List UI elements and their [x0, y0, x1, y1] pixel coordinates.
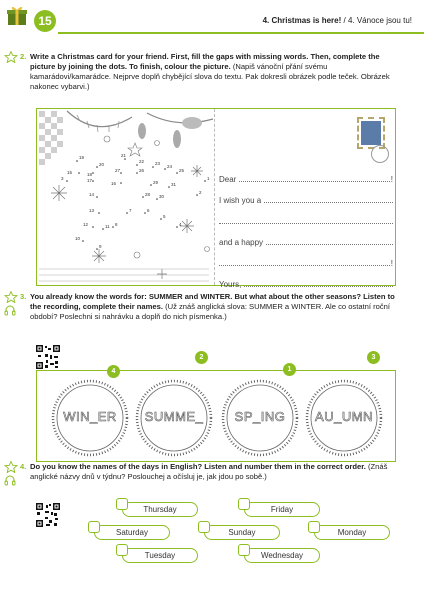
qr-code[interactable] — [36, 503, 60, 527]
exercise-2-instructions: 2. Write a Christmas card for your friend. First, fill the gaps with missing words. Then, complete the picture by joining the dots. To finish, colour the picture. (Napiš vánoční přání svému kamarádovi/kamarádce. Nejprve doplň chybějící slova do textu. Pak dokresli obrázek podle teček. Obrázek nakonec vybarvi.) — [30, 52, 400, 92]
svg-text:16: 16 — [111, 181, 117, 186]
christmas-card — [36, 108, 396, 289]
header-divider — [58, 32, 424, 34]
number-badge: 3 — [367, 351, 380, 364]
order-number-box[interactable] — [238, 544, 250, 556]
card-line-blank-2: ! — [219, 247, 393, 268]
svg-text:5: 5 — [163, 214, 166, 219]
svg-text:26: 26 — [139, 168, 145, 173]
number-badge: 2 — [195, 351, 208, 364]
svg-text:19: 19 — [79, 155, 85, 160]
day-tuesday[interactable]: Tuesday — [122, 548, 198, 563]
exercise-4-czech: (Znáš anglické názvy dnů v týdnu? Poslouchej a očísluj je, jak jdou po sobě.) — [30, 462, 388, 481]
season-circle-summer — [135, 379, 213, 457]
star-icon — [4, 51, 18, 63]
exercise-4-instructions: 4. Do you know the names of the days in English? Listen and number them in the correct order. (Znáš anglické názvy dnů v týdnu? Poslouchej a očísluj je, jak jdou po sobě.) — [30, 462, 400, 482]
exercise-4-english: Do you know the names of the days in English? Listen and number them in the correct order. — [30, 462, 366, 471]
svg-text:23: 23 — [155, 161, 161, 166]
svg-text:21: 21 — [121, 153, 127, 158]
day-thursday[interactable]: Thursday — [122, 502, 198, 517]
svg-text:6: 6 — [147, 208, 150, 213]
season-word: SUMME_ — [144, 409, 204, 424]
order-number-box[interactable] — [116, 498, 128, 510]
season-word: WIN_ER — [63, 409, 117, 424]
svg-text:12: 12 — [83, 222, 89, 227]
order-number-box[interactable] — [308, 521, 320, 533]
card-line-yours: Yours, — [219, 268, 393, 289]
svg-text:27: 27 — [115, 168, 121, 173]
gap-line[interactable] — [239, 174, 389, 182]
season-word: AU_UMN — [315, 409, 373, 424]
svg-text:24: 24 — [167, 164, 173, 169]
qr-code[interactable] — [36, 345, 60, 369]
seasons-panel — [36, 354, 396, 462]
svg-text:8: 8 — [115, 222, 118, 227]
card-line-dear: Dear ! — [219, 175, 393, 184]
svg-text:29: 29 — [153, 180, 159, 185]
svg-text:13: 13 — [89, 208, 95, 213]
svg-text:4: 4 — [179, 222, 182, 227]
exercise-2-english: Write a Christmas card for your friend. First, fill the gaps with missing words. Then, complete the picture by joining the dots. To finish, colour the picture. — [30, 52, 380, 71]
day-sunday[interactable]: Sunday — [204, 525, 280, 540]
svg-text:17: 17 — [87, 178, 93, 183]
svg-text:28: 28 — [145, 192, 151, 197]
season-word: SP_ING — [234, 409, 286, 424]
svg-text:22: 22 — [139, 159, 145, 164]
svg-text:1: 1 — [207, 176, 210, 181]
page-header — [0, 0, 424, 28]
card-line-happy: and a happy — [219, 226, 393, 247]
svg-text:10: 10 — [75, 236, 81, 241]
season-circle-autumn — [305, 379, 383, 457]
gap-line[interactable] — [264, 195, 393, 203]
postmark — [371, 145, 389, 163]
dot-to-dot-picture — [37, 109, 215, 285]
star-icon — [4, 461, 18, 473]
gap-line[interactable] — [266, 237, 393, 245]
day-friday[interactable]: Friday — [244, 502, 320, 517]
headphones-icon — [4, 304, 16, 316]
chapter-title: 4. Christmas is here! / 4. Vánoce jsou tu! — [262, 16, 412, 25]
svg-text:3: 3 — [61, 176, 64, 181]
order-number-box[interactable] — [238, 498, 250, 510]
card-text-lines — [219, 163, 393, 289]
gap-line[interactable] — [244, 279, 393, 287]
gap-line[interactable] — [219, 258, 390, 266]
season-circle-spring — [221, 379, 299, 457]
page-number: 15 — [34, 10, 56, 32]
christmas-tree-dots-illustration — [37, 109, 215, 285]
svg-text:7: 7 — [129, 208, 132, 213]
day-wednesday[interactable]: Wednesday — [244, 548, 320, 563]
order-number-box[interactable] — [88, 521, 100, 533]
star-icon — [4, 291, 18, 303]
number-badge: 1 — [283, 363, 296, 376]
gift-icon — [6, 4, 28, 26]
card-line-wish: I wish you a — [219, 184, 393, 205]
exercise-2-czech: (Napiš vánoční přání svému kamarádovi/kamarádce. Nejprve doplň chybějící slova do textu. Pak dokresli obrázek podle teček. Obrázek nakonec vybarvi.) — [30, 62, 390, 91]
svg-text:31: 31 — [171, 182, 177, 187]
order-number-box[interactable] — [116, 544, 128, 556]
svg-text:18: 18 — [87, 172, 93, 177]
svg-text:11: 11 — [105, 224, 110, 229]
exercise-3-english: You already know the words for: SUMMER and WINTER. But what about the other seasons? Listen to the recording, complete their names. — [30, 292, 395, 311]
day-monday[interactable]: Monday — [314, 525, 390, 540]
svg-text:2: 2 — [199, 190, 202, 195]
svg-text:15: 15 — [67, 170, 73, 175]
svg-text:9: 9 — [99, 244, 102, 249]
gap-line[interactable] — [219, 216, 393, 224]
svg-text:25: 25 — [179, 168, 185, 173]
svg-text:20: 20 — [99, 162, 105, 167]
exercise-3-instructions: 3. You already know the words for: SUMMER and WINTER. But what about the other seasons? Listen to the recording, complete their names. (Už znáš anglická slova: SUMMER a WINTER. Ale co ostatní roční období? Poslechni si nahrávku a doplň do nich písmenka.) — [30, 292, 400, 322]
card-line-blank — [219, 205, 393, 226]
order-number-box[interactable] — [198, 521, 210, 533]
season-circle-winter — [51, 379, 129, 457]
number-badge: 4 — [107, 365, 120, 378]
headphones-icon — [4, 474, 16, 486]
day-saturday[interactable]: Saturday — [94, 525, 170, 540]
svg-text:30: 30 — [159, 194, 165, 199]
exercise-3-czech: (Už znáš anglická slova: SUMMER a WINTER. Ale co ostatní roční období? Poslechni si nahrávku a doplň do nich písmenka.) — [30, 302, 390, 321]
svg-text:14: 14 — [89, 192, 95, 197]
